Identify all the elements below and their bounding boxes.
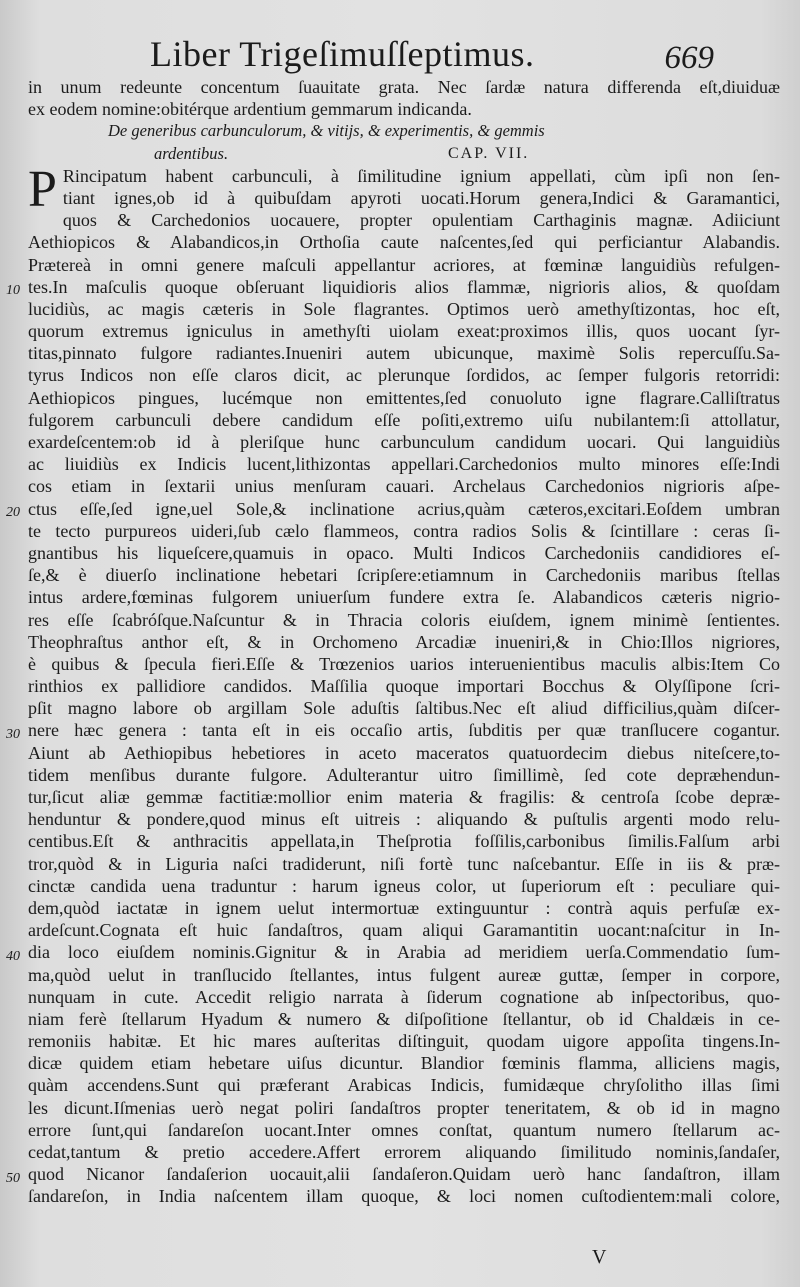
running-title: Liber Trigeſimuſſeptimus.: [150, 34, 535, 74]
text-line-content: cedat,tantum & pretio accedere.Affert errorem aliquando ſimilitudo nominis,ſandaſer,: [28, 1142, 780, 1162]
text-line: [28, 830, 780, 852]
text-line: [28, 631, 780, 653]
text-line-content: ardeſcunt.Cognata eſt huic ſandaſtros, quam aliqui Garamantitin uocant:naſcitur in In-: [28, 920, 780, 941]
text-line-content: Aethiopicos & Alabandicos,in Orthoſia caute naſcentes,ſed qui perficiantur Alabandis.: [28, 232, 780, 253]
margin-line-number: 50: [6, 1170, 20, 1186]
chapter-title-cont: [28, 143, 780, 165]
text-line: [28, 919, 780, 941]
text-line-content: ſe,& è diuerſo inclinatione hebetari ſcripſere:etiamnum in Carchedoniis maribus ſtellas: [28, 565, 780, 586]
text-line: [28, 941, 780, 963]
text-line-content: errore ſunt,qui ſandareſon uocant.Inter omnes conſtat, quantum numero ſtellarum ac-: [28, 1119, 780, 1140]
text-line: [28, 609, 780, 631]
text-line: [28, 1052, 780, 1074]
text-line: [28, 276, 780, 298]
page-number: 669: [664, 40, 714, 76]
text-line-content: quàm accendens.Sunt qui præferant Arabicas Indicis, fumidæque chryſolitho illas ſimi: [28, 1075, 780, 1096]
text-line-content: Aiunt ab Aethiopibus hebetiores in aceto maceratos quatuordecim diebus niteſcere,to-: [28, 742, 780, 763]
text-line: [28, 1030, 780, 1052]
text-line-content: dem,quòd iactatæ in ignem uelut intermortuæ extinguuntur : contrà aquis perfuſæ ex-: [28, 897, 780, 918]
text-line-content: rinthios ex pallidiore candidos. Maſſilia quoque importari Bocchus & Olyſſipone ſcri-: [28, 676, 780, 697]
text-line: [28, 719, 780, 741]
text-line: [28, 320, 780, 342]
text-line: [28, 1119, 780, 1141]
text-line: [28, 986, 780, 1008]
text-line: [28, 586, 780, 608]
text-line: in unum redeunte concentum ſuauitate grata. Nec ſardæ natura differenda eſt,diuiduæ: [28, 77, 780, 97]
text-line-content: è quibus & ſpecula fieri.Eſſe & Trœzenios uarios interuenientibus maculis albis:Item Co: [28, 653, 780, 674]
text-line: [28, 431, 780, 453]
text-line-content: pſit magno labore ob argillam Sole aduſtis ſaltibus.Nec eſt aliud difficilius,quàm diſcer-: [28, 698, 780, 719]
chapter-title-end: ardentibus.: [154, 143, 229, 163]
text-line-content: tyrus Indicos non eſſe claros dicit, ac plerunque ſordidos, ac ſemper fulgoris retorridi:: [28, 365, 780, 386]
text-line: [28, 853, 780, 875]
margin-line-number: 40: [6, 948, 20, 964]
text-line: [28, 1097, 780, 1119]
text-line: [28, 964, 780, 986]
text-line-content: ſandareſon, in India naſcentem illam quoque, & loci nomen cuſtodientem:mali colore,: [28, 1186, 780, 1207]
text-line-content: dicæ quidem etiam hebetare uiſus dicuntur. Blandior fœminis flamma, alliciens magis,: [28, 1053, 780, 1074]
text-line: [28, 653, 780, 675]
text-line-content: te tecto purpureos uideri,ſub cælo flammeos, contra radios Solis & ſcintillare : ceras ſi-: [28, 520, 780, 541]
text-line: [28, 1074, 780, 1096]
text-line-content: henduntur & pondere,quod minus eſt uitreis : aliquando & puſtulis argenti modo relu-: [28, 809, 780, 830]
margin-line-number: 20: [6, 504, 20, 520]
text-line-content: quorum extremus igniculus in amethyſti uiolam exeat:proximos illis, quos uocant ſyr-: [28, 321, 780, 342]
text-line: [28, 453, 780, 475]
text-line: ex eodem nomine:obitérque ardentium gemmarum indicanda.: [28, 99, 472, 120]
text-line-content: ma,quòd uelut in tranſlucido ſtellantes, intus fulgent aureæ guttæ, ſemper in corpore,: [28, 964, 780, 985]
text-line-content: centibus.Eſt & anthracitis appellata,in Theſprotia foſſilis,carbonibus ſimilis.Falſum arbi: [28, 831, 780, 852]
text-line: [28, 209, 780, 231]
text-line-content: gnantibus his liqueſcere,quamuis in opaco. Multi Indicos Carchedoniis candidiores eſ-: [28, 542, 780, 563]
text-line: [28, 697, 780, 719]
text-line: [28, 1008, 780, 1030]
text-line: [28, 364, 780, 386]
text-line: [28, 409, 780, 431]
text-line: [28, 231, 780, 253]
text-line: [28, 475, 780, 497]
text-line: [28, 1141, 780, 1163]
drop-cap: P: [28, 160, 57, 218]
text-line-content: nunquam in cute. Accedit religio narrata à ſiderum cognatione ab inſpectoribus, quo-: [28, 986, 780, 1007]
margin-line-number: 30: [6, 726, 20, 742]
text-line-content: tur,ſicut aliæ gemmæ factitiæ:mollior enim materia & fragilis: & centroſa ſcobe depræ-: [28, 787, 780, 807]
text-line: [28, 742, 780, 764]
text-line-content: exardeſcentem:ob id à pleriſque hunc carbunculum candidum uocari. Qui languidiùs: [28, 432, 780, 452]
text-line-content: ctus eſſe,ſed igne,uel Sole,& inclinatione acrius,quàm cæteros,excitari.Eoſdem umbran: [28, 498, 780, 519]
text-line-content: titas,pinnato fulgore radiantes.Inueniri autem ubicunque, maximè Solis repercuſſu.Sa-: [28, 343, 780, 364]
text-line-content: tes.In maſculis quoque obſeruant liquidioris alios flammæ, nigrioris alios, & quoſdam: [28, 276, 780, 297]
text-line-content: remoniis habitæ. Et hic mares auſteritas diſtinguit, quodam uigore appoſita tingens.In-: [28, 1031, 780, 1052]
text-line: [28, 897, 780, 919]
text-line-content: cinctæ candida uena traduntur : harum igneus color, ut ſuperiorum eſt : peculiare qui-: [28, 875, 780, 896]
text-line: [28, 764, 780, 786]
text-line-content: cos etiam in ſextarii unius menſuram cauari. Archelaus Carchedonios nigrioris aſpe-: [28, 476, 780, 497]
text-line-content: quos & Carchedonios uocauere, propter opulentiam Carthaginis magnæ. Adiiciunt: [62, 210, 780, 231]
text-line: [28, 342, 780, 364]
chapter-title: De generibus carbunculorum, & vitijs, & experimentis, & gemmis: [108, 121, 545, 141]
text-line-content: tidem menſibus durante fulgore. Adulterantur uitro ſimillimè, ſed cote depræhendun-: [28, 764, 780, 785]
text-line-content: nere hæc genera : tanta eſt in eis occaſio artis, ſubditis per quæ tranſlucere cogantur.: [28, 720, 780, 741]
text-line: [28, 564, 780, 586]
text-line-content: Theophraſtus anthor eſt, & in Orchomeno Arcadiæ inueniri,& in Chio:Illos nigriores,: [28, 631, 780, 652]
text-line-content: niam ferè ſtellarum Hyadum & numero & diſpoſitione ſtellantur, ob id Chaldæis in ce-: [28, 1008, 780, 1029]
text-line: [28, 187, 780, 209]
text-line: [28, 542, 780, 564]
text-line-content: tiant ignes,ob id à quibuſdam apyroti uocati.Horum genera,Indici & Garamantici,: [62, 187, 780, 208]
text-line-content: dia loco eiuſdem nominis.Gignitur & in Arabia ad meridiem uerſa.Commendatio ſum-: [28, 942, 780, 963]
text-line-content: lucidiùs, ac magis cæteris in Sole flagrantes. Optimos uerò amethyſtizontas, hoc eſt,: [28, 298, 780, 319]
text-line-content: tror,quòd & in Liguria naſci tradiderunt, niſi fortè tunc naſcebantur. Eſſe in iis & præ-: [28, 853, 780, 874]
text-line-content: Prætereà in omni genere maſculi appellantur acriores, at fœminæ languidiùs refulgen-: [28, 254, 780, 275]
text-line: [28, 1163, 780, 1185]
text-line: [28, 520, 780, 542]
text-line: [28, 387, 780, 409]
text-line-content: fulgorem carbunculi debere candidum eſſe poſiti,extremo uiſu nubilantem:ſi attollatur,: [28, 409, 780, 430]
text-line-content: quod Nicanor ſandaſerion uocauit,alii ſandaſeron.Quidam uerò hanc ſandaſtron, illam: [28, 1164, 780, 1185]
chapter-number: CAP. VII.: [448, 144, 530, 162]
text-line-content: Aethiopicos pingues, lucémque non emittentes,ſed conuoluto igne flagrare.Calliſtratus: [28, 387, 780, 408]
margin-line-number: 10: [6, 282, 20, 298]
signature-mark: V: [592, 1246, 607, 1268]
text-line-content: les dicunt.Iſmenias uerò negat poliri ſandaſtros propter teneritatem, & ob id in magno: [28, 1097, 780, 1118]
text-line-content: res eſſe ſcabróſque.Naſcuntur & in Thracia coloris eiuſdem, ignem minimè ſentientes.: [28, 609, 780, 630]
text-line: [28, 254, 780, 276]
body-text: [6, 76, 780, 1208]
text-line-content: Rincipatum habent carbunculi, à ſimilitudine ignium appellati, cùm ipſi non ſen-: [62, 165, 780, 186]
text-line-content: ac liuidiùs ex Indicis lucent,lithizontas appellari.Carchedonios multo minores eſſe:Indi: [28, 454, 780, 475]
text-line: [28, 875, 780, 897]
text-line-content: intus ardere,fœminas fulgorem uniuerſum fundere extra ſe. Alabandicos cæteris nigrio-: [28, 587, 780, 608]
text-line: [28, 675, 780, 697]
page-header: [0, 32, 800, 80]
text-line: [28, 498, 780, 520]
chapter-body: [6, 160, 780, 1208]
text-line: [28, 298, 780, 320]
text-line: [28, 786, 780, 808]
text-line: [28, 1185, 780, 1207]
text-line: [28, 808, 780, 830]
